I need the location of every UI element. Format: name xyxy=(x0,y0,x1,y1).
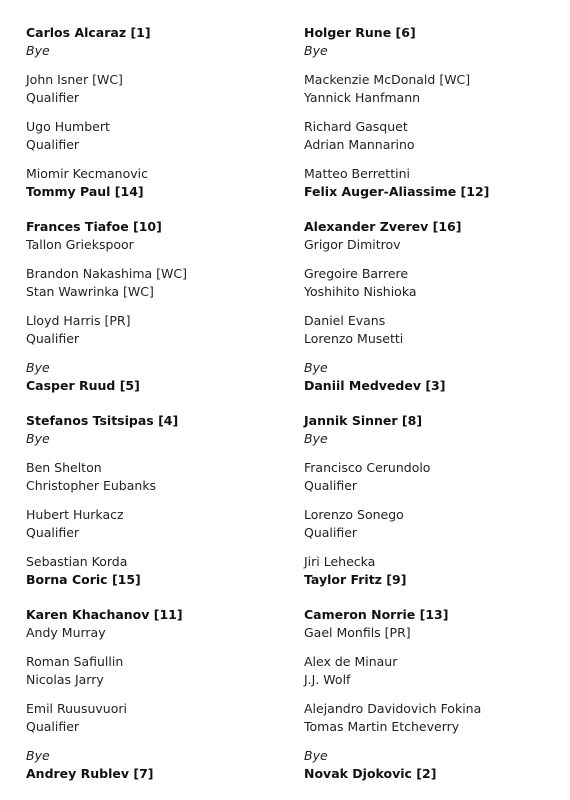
player-name: Qualifier xyxy=(304,524,358,540)
match-pair xyxy=(26,218,296,253)
draw-column-left xyxy=(26,24,296,800)
seeded-player-name: Felix Auger-Aliassime [12] xyxy=(304,183,490,199)
draw-section xyxy=(304,24,570,200)
bye-entry: Bye xyxy=(304,748,328,763)
bye-entry: Bye xyxy=(26,748,50,763)
player-name: Brandon Nakashima [WC] xyxy=(26,266,188,281)
player-name: Sebastian Korda xyxy=(26,554,128,569)
player-name: Lloyd Harris [PR] xyxy=(26,313,131,328)
match-pair xyxy=(304,506,570,541)
player-name: Lorenzo Musetti xyxy=(304,330,404,346)
player-name: Francisco Cerundolo xyxy=(304,460,431,475)
match-pair xyxy=(26,24,296,59)
match-pair xyxy=(26,459,296,494)
bye-entry: Bye xyxy=(304,430,328,446)
player-name: Qualifier xyxy=(26,718,80,734)
seeded-player-name: Alexander Zverev [16] xyxy=(304,219,462,234)
match-pair xyxy=(26,71,296,106)
match-pair xyxy=(304,412,570,447)
draw-section xyxy=(304,606,570,782)
match-pair xyxy=(26,412,296,447)
match-pair xyxy=(26,553,296,588)
draw-section xyxy=(26,218,296,394)
seeded-player-name: Cameron Norrie [13] xyxy=(304,607,449,622)
match-pair xyxy=(304,165,570,200)
player-name: Emil Ruusuvuori xyxy=(26,701,127,716)
seeded-player-name: Taylor Fritz [9] xyxy=(304,571,407,587)
seeded-player-name: Carlos Alcaraz [1] xyxy=(26,25,151,40)
match-pair xyxy=(304,359,570,394)
draw-section xyxy=(26,412,296,588)
match-pair xyxy=(304,553,570,588)
match-pair xyxy=(304,118,570,153)
player-name: Qualifier xyxy=(26,330,80,346)
player-name: Roman Safiullin xyxy=(26,654,124,669)
player-name: Alex de Minaur xyxy=(304,654,398,669)
match-pair xyxy=(304,265,570,300)
match-pair xyxy=(304,459,570,494)
player-name: Hubert Hurkacz xyxy=(26,507,124,522)
player-name: Stan Wawrinka [WC] xyxy=(26,283,154,299)
match-pair xyxy=(304,653,570,688)
match-pair xyxy=(26,700,296,735)
seeded-player-name: Holger Rune [6] xyxy=(304,25,416,40)
player-name: Christopher Eubanks xyxy=(26,477,157,493)
player-name: Grigor Dimitrov xyxy=(304,236,401,252)
seeded-player-name: Karen Khachanov [11] xyxy=(26,607,183,622)
player-name: Qualifier xyxy=(26,136,80,152)
player-name: Matteo Berrettini xyxy=(304,166,410,181)
player-name: Alejandro Davidovich Fokina xyxy=(304,701,482,716)
match-pair xyxy=(304,747,570,782)
seeded-player-name: Borna Coric [15] xyxy=(26,571,141,587)
player-name: Miomir Kecmanovic xyxy=(26,166,148,181)
draw-section xyxy=(304,412,570,588)
player-name: Adrian Mannarino xyxy=(304,136,415,152)
bye-entry: Bye xyxy=(26,42,50,58)
bye-entry: Bye xyxy=(26,430,50,446)
seeded-player-name: Stefanos Tsitsipas [4] xyxy=(26,413,179,428)
player-name: Andy Murray xyxy=(26,624,106,640)
seeded-player-name: Andrey Rublev [7] xyxy=(26,765,154,781)
seeded-player-name: Jannik Sinner [8] xyxy=(304,413,423,428)
draw-column-right xyxy=(304,24,570,800)
player-name: Qualifier xyxy=(26,524,80,540)
draw-section xyxy=(304,218,570,394)
seeded-player-name: Daniil Medvedev [3] xyxy=(304,377,446,393)
player-name: J.J. Wolf xyxy=(304,671,351,687)
match-pair xyxy=(26,606,296,641)
player-name: Tomas Martin Etcheverry xyxy=(304,718,460,734)
seeded-player-name: Novak Djokovic [2] xyxy=(304,765,437,781)
match-pair xyxy=(26,265,296,300)
player-name: Tallon Griekspoor xyxy=(26,236,134,252)
player-name: Lorenzo Sonego xyxy=(304,507,404,522)
seeded-player-name: Frances Tiafoe [10] xyxy=(26,219,162,234)
player-name: Nicolas Jarry xyxy=(26,671,104,687)
match-pair xyxy=(304,218,570,253)
player-name: Gael Monfils [PR] xyxy=(304,624,411,640)
match-pair xyxy=(304,700,570,735)
draw-section xyxy=(26,606,296,782)
match-pair xyxy=(26,506,296,541)
player-name: Yoshihito Nishioka xyxy=(304,283,417,299)
match-pair xyxy=(26,747,296,782)
match-pair xyxy=(26,118,296,153)
draw-section xyxy=(26,24,296,200)
player-name: Jiri Lehecka xyxy=(304,554,376,569)
player-name: Ben Shelton xyxy=(26,460,102,475)
player-name: Qualifier xyxy=(26,89,80,105)
match-pair xyxy=(304,24,570,59)
player-name: Mackenzie McDonald [WC] xyxy=(304,72,471,87)
seeded-player-name: Casper Ruud [5] xyxy=(26,377,140,393)
match-pair xyxy=(26,312,296,347)
player-name: Gregoire Barrere xyxy=(304,266,409,281)
player-name: Daniel Evans xyxy=(304,313,386,328)
player-name: Qualifier xyxy=(304,477,358,493)
player-name: John Isner [WC] xyxy=(26,72,123,87)
bye-entry: Bye xyxy=(26,360,50,375)
bye-entry: Bye xyxy=(304,42,328,58)
match-pair xyxy=(26,165,296,200)
seeded-player-name: Tommy Paul [14] xyxy=(26,183,144,199)
player-name: Yannick Hanfmann xyxy=(304,89,421,105)
bye-entry: Bye xyxy=(304,360,328,375)
player-name: Ugo Humbert xyxy=(26,119,110,134)
match-pair xyxy=(304,606,570,641)
match-pair xyxy=(26,653,296,688)
player-name: Richard Gasquet xyxy=(304,119,408,134)
match-pair xyxy=(304,71,570,106)
match-pair xyxy=(304,312,570,347)
match-pair xyxy=(26,359,296,394)
